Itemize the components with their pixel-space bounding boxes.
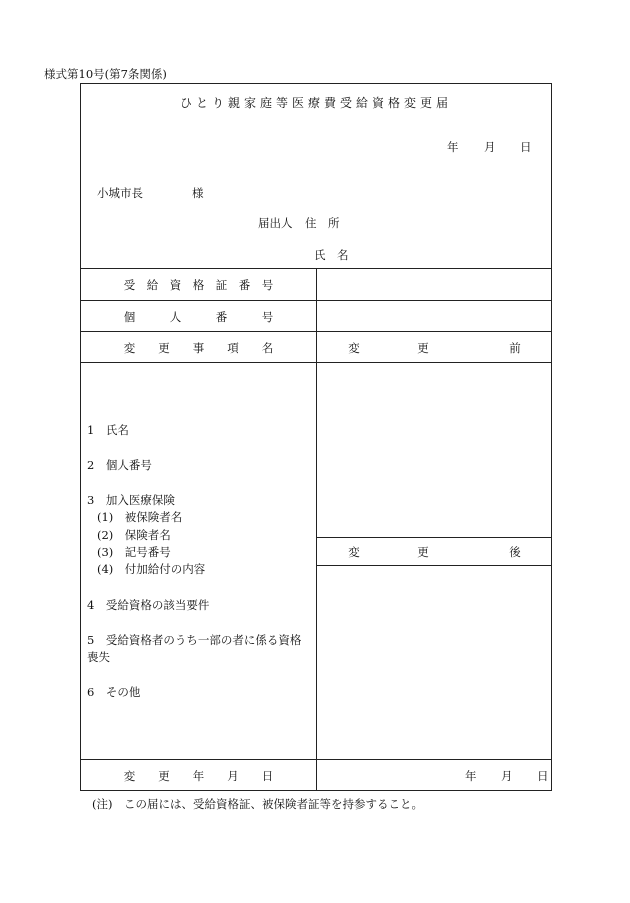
list-item: (2) 保険者名 — [97, 528, 171, 542]
list-item: (4) 付加給付の内容 — [97, 562, 206, 576]
form-number: 様式第10号(第7条関係) — [44, 67, 167, 81]
addressee-name: 小城市長 — [97, 186, 143, 200]
addressee-honorific: 様 — [192, 186, 204, 200]
list-item: 喪失 — [87, 650, 110, 664]
change-date-label: 変 更 年 月 日 — [123, 769, 274, 783]
personal-number-label: 個 人 番 号 — [123, 310, 274, 324]
list-item: (1) 被保険者名 — [97, 510, 183, 524]
list-item: 3 加入医療保険 — [87, 493, 175, 507]
personal-number-field[interactable] — [317, 301, 551, 330]
list-item: 1 氏名 — [87, 423, 129, 437]
applicant-label: 届出人 — [258, 216, 293, 230]
application-form — [80, 83, 552, 791]
before-change-field[interactable] — [317, 363, 551, 536]
divider — [316, 537, 551, 538]
after-change-header: 変 更 後 — [348, 545, 521, 559]
change-date-month: 月 — [501, 769, 513, 783]
change-date-day: 日 — [537, 769, 549, 783]
change-item-header: 変 更 事 項 名 — [123, 341, 274, 355]
after-change-field[interactable] — [317, 566, 551, 758]
list-item: (3) 記号番号 — [97, 545, 171, 559]
date-month: 月 — [484, 140, 496, 154]
before-change-header: 変 更 前 — [348, 341, 521, 355]
list-item: 2 個人番号 — [87, 458, 152, 472]
change-date-year: 年 — [465, 769, 477, 783]
form-title: ひとり親家庭等医療費受給資格変更届 — [179, 96, 452, 110]
cert-number-field[interactable] — [317, 269, 551, 299]
footer-note: (注) この届には、受給資格証、被保険者証等を持参すること。 — [92, 797, 423, 811]
name-label: 氏 名 — [314, 248, 349, 262]
list-item: 4 受給資格の該当要件 — [87, 598, 210, 612]
date-year: 年 — [447, 140, 459, 154]
list-item: 6 その他 — [87, 685, 141, 699]
address-label: 住 所 — [305, 216, 340, 230]
cert-number-label: 受 給 資 格 証 番 号 — [123, 278, 274, 292]
date-day: 日 — [520, 140, 532, 154]
list-item: 5 受給資格者のうち一部の者に係る資格 — [87, 633, 302, 647]
